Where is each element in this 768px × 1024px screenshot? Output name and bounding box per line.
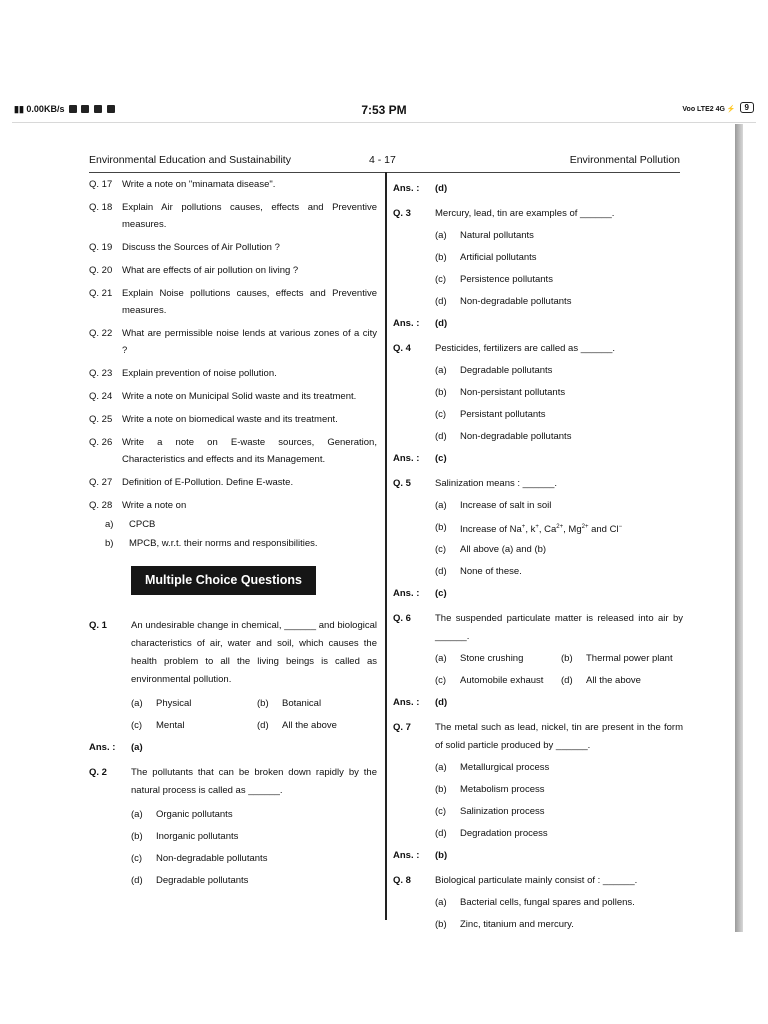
mcq-options-row: (a) Stone crushing (b) Thermal power plant <box>435 653 673 664</box>
mcq-option: (c) Persistence pollutants <box>435 274 553 285</box>
mcq-option: (b) Metabolism process <box>435 784 545 795</box>
answer-line: Ans. : (c) <box>393 453 447 464</box>
mcq-option: (b) Increase of Na+, k+, $Ca^{2+}$, $Mg^{2+}$ and Cl− <box>435 522 623 536</box>
sub-item: b) MPCB, w.r.t. their norms and responsibilities. <box>105 538 318 549</box>
question-item: Q. 21 Explain Noise pollutions causes, effects and Preventive measures. <box>89 288 377 316</box>
book-title: Environmental Education and Sustainability <box>89 154 291 166</box>
mcq-options-row: (c) Automobile exhaust (d) All the above <box>435 675 641 686</box>
mcq-question: Q. 7 The metal such as lead, nickel, tin are present in the form of solid particle produced by ______. <box>393 722 683 751</box>
page-number: 4 - 17 <box>369 154 396 166</box>
status-time: 7:53 PM <box>361 103 407 117</box>
mcq-question: Q. 3 Mercury, lead, tin are examples of ______. <box>393 208 615 219</box>
question-item: Q. 18 Explain Air pollutions causes, effects and Preventive measures. <box>89 202 377 230</box>
page-edge-shadow <box>735 124 743 932</box>
mcq-options-row: (c) Mental (d) All the above <box>131 720 337 731</box>
mcq-option: (d) Non-degradable pollutants <box>435 296 572 307</box>
mcq-option: (c) Persistant pollutants <box>435 409 546 420</box>
answer-line: Ans. : (d) <box>393 697 448 708</box>
mcq-option: (b) Inorganic pollutants <box>131 831 239 842</box>
mcq-option: (d) Non-degradable pollutants <box>435 431 572 442</box>
mcq-question: Q. 8 Biological particulate mainly consist of : ______. <box>393 875 638 886</box>
question-item: Q. 25 Write a note on biomedical waste and its treatment. <box>89 414 338 425</box>
mcq-option: (a) Metallurgical process <box>435 762 550 773</box>
mcq-options-row: (a) Physical (b) Botanical <box>131 698 322 709</box>
mcq-option: (a) Increase of salt in soil <box>435 500 552 511</box>
left-column <box>89 176 377 894</box>
column-divider <box>385 172 387 920</box>
battery-icon: 9 <box>740 102 754 113</box>
mcq-question: Q. 1 An undesirable change in chemical, ______ and biological characteristics of air, water and soil, which causes the health problem to all the living beings is called as environmental pollution. <box>89 620 377 685</box>
question-item: Q. 27 Definition of E-Pollution. Define E-waste. <box>89 477 294 488</box>
mcq-option: (d) Degradation process <box>435 828 548 839</box>
mcq-question: Q. 6 The suspended particulate matter is released into air by ______. <box>393 613 683 642</box>
question-item: Q. 22 What are permissible noise lends at various zones of a city ? <box>89 328 377 356</box>
mcq-option: (c) All above (a) and (b) <box>435 544 547 555</box>
status-bar <box>12 100 756 123</box>
mcq-option: (b) Non-persistant pollutants <box>435 387 566 398</box>
question-item: Q. 20 What are effects of air pollution on living ? <box>89 265 299 276</box>
answer-line: Ans. : (a) <box>89 742 143 753</box>
question-item: Q. 17 Write a note on "minamata disease". <box>89 179 276 190</box>
status-right <box>682 102 754 113</box>
answer-line: Ans. : (d) <box>393 318 448 329</box>
mcq-question: Q. 2 The pollutants that can be broken down rapidly by the natural process is called as ______. <box>89 767 377 796</box>
page-header <box>89 154 680 173</box>
mcq-option: (a) Organic pollutants <box>131 809 233 820</box>
answer-line: Ans. : (b) <box>393 850 448 861</box>
question-item: Q. 24 Write a note on Municipal Solid waste and its treatment. <box>89 391 357 402</box>
network-speed: 0.00KB/s <box>26 104 65 114</box>
mcq-option: (a) Natural pollutants <box>435 230 534 241</box>
question-item: Q. 28 Write a note on <box>89 500 187 511</box>
mcq-question: Q. 4 Pesticides, fertilizers are called as ______. <box>393 343 616 354</box>
mcq-option: (d) None of these. <box>435 566 522 577</box>
answer-line: Ans. : (c) <box>393 588 447 599</box>
section-banner: Multiple Choice Questions <box>131 566 316 595</box>
sub-item: a) CPCB <box>105 519 156 530</box>
question-item: Q. 26 Write a note on E-waste sources, Generation, Characteristics and effects and its Management. <box>89 437 377 465</box>
document-page <box>12 124 746 932</box>
mcq-option: (d) Degradable pollutants <box>131 875 249 886</box>
mcq-option: (a) Degradable pollutants <box>435 365 553 376</box>
mcq-option: (b) Artificial pollutants <box>435 252 537 263</box>
mcq-option: (c) Salinization process <box>435 806 545 817</box>
mcq-option: (b) Zinc, titanium and mercury. <box>435 919 574 930</box>
mcq-option: (a) Bacterial cells, fungal spares and pollens. <box>435 897 635 908</box>
network-type: Voo LTE2 4G <box>682 106 725 113</box>
question-item: Q. 19 Discuss the Sources of Air Pollution ? <box>89 242 280 253</box>
question-item: Q. 23 Explain prevention of noise pollution. <box>89 368 277 379</box>
chapter-title: Environmental Pollution <box>569 154 680 166</box>
answer-line: Ans. : (d) <box>393 183 448 194</box>
mcq-question: Q. 5 Salinization means : ______. <box>393 478 557 489</box>
charging-icon: ⚡ <box>726 106 736 113</box>
signal-icon: ▮▮ <box>14 104 24 114</box>
mcq-option: (c) Non-degradable pollutants <box>131 853 268 864</box>
right-column <box>393 176 683 938</box>
